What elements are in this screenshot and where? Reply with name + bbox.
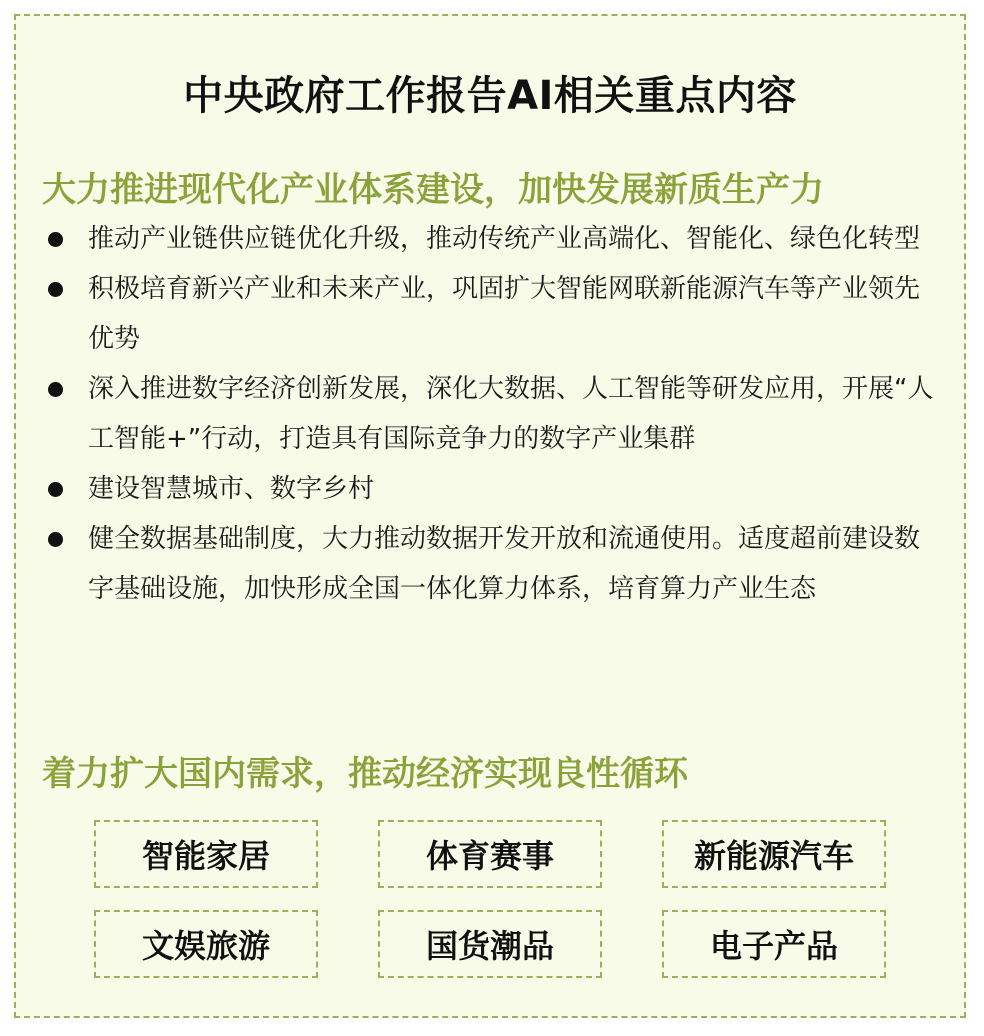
tag-electronics: 电子产品 [662, 910, 886, 978]
bullet-list [42, 214, 942, 614]
list-item [42, 464, 942, 514]
list-item [42, 364, 942, 464]
bullet-dot-icon [48, 532, 63, 547]
bullet-text: 积极培育新兴产业和未来产业，巩固扩大智能网联新能源汽车等产业领先优势 [88, 274, 921, 354]
list-item [42, 264, 942, 364]
tag-culture-tourism: 文娱旅游 [94, 910, 318, 978]
bullet-dot-icon [48, 382, 63, 397]
section-heading-demand: 着力扩大国内需求，推动经济实现良性循环 [42, 754, 688, 794]
tag-smart-home: 智能家居 [94, 820, 318, 888]
bullet-text: 深入推进数字经济创新发展，深化大数据、人工智能等研发应用，开展“人工智能+”行动，打造具有国际竞争力的数字产业集群 [88, 374, 934, 454]
tag-domestic-trend-products: 国货潮品 [378, 910, 602, 978]
page-title: 中央政府工作报告AI相关重点内容 [183, 73, 797, 119]
content-panel [14, 14, 966, 1018]
list-item [42, 214, 942, 264]
tag-grid [94, 820, 886, 978]
bullet-text: 建设智慧城市、数字乡村 [88, 474, 375, 504]
tag-sports-events: 体育赛事 [378, 820, 602, 888]
list-item [42, 514, 942, 614]
tag-new-energy-vehicles: 新能源汽车 [662, 820, 886, 888]
bullet-dot-icon [48, 482, 63, 497]
bullet-dot-icon [48, 232, 63, 247]
bullet-text: 推动产业链供应链优化升级，推动传统产业高端化、智能化、绿色化转型 [88, 224, 921, 254]
bullet-text: 健全数据基础制度，大力推动数据开发开放和流通使用。适度超前建设数字基础设施，加快形成全国一体化算力体系，培育算力产业生态 [88, 524, 921, 604]
bullet-dot-icon [48, 282, 63, 297]
section-heading-industry: 大力推进现代化产业体系建设，加快发展新质生产力 [42, 170, 824, 210]
